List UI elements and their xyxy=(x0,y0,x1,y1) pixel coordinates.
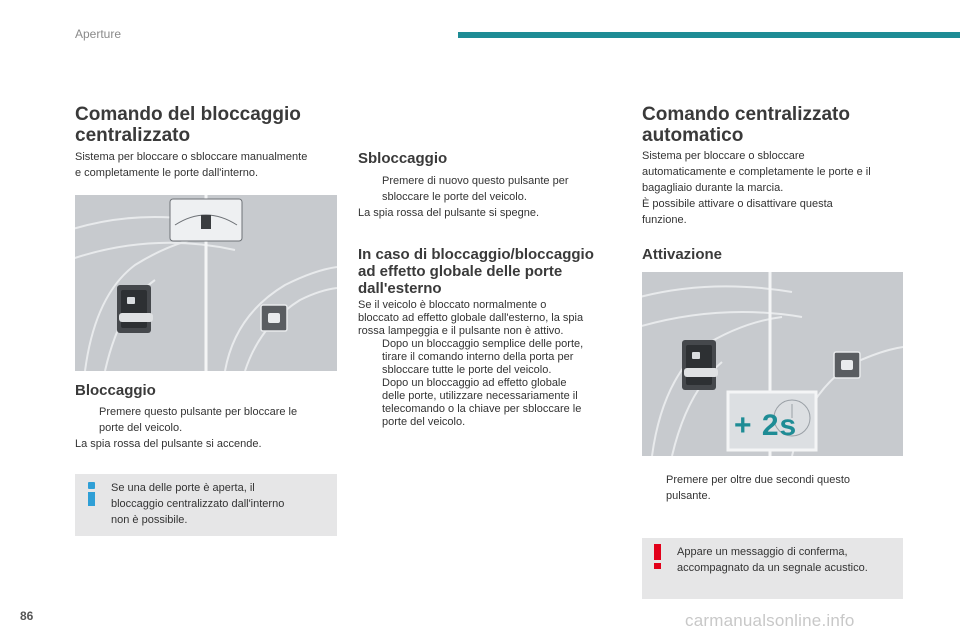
warning-note xyxy=(642,538,903,599)
lock-button-illustration xyxy=(75,195,337,371)
unlock-heading: Sbloccaggio xyxy=(358,150,448,167)
watermark: carmanualsonline.info xyxy=(685,611,855,630)
lock-heading: Bloccaggio xyxy=(75,382,156,399)
section-title: Aperture xyxy=(75,27,122,41)
warning-icon xyxy=(653,544,663,568)
lock-bullet: Premere questo pulsante per bloccare le porte del veicolo. xyxy=(99,406,298,434)
case-bullet-simple: Dopo un bloccaggio semplice delle porte, tirare il comando interno della porta per sbloccare tutte le porte del veicolo. xyxy=(382,338,584,376)
left-intro: Sistema per bloccare o sbloccare manualmente e completamente le porte dall'interno. xyxy=(75,151,308,179)
activation-heading: Attivazione xyxy=(642,246,723,263)
page-number: 86 xyxy=(20,609,34,623)
right-title: Comando centralizzato automatico xyxy=(642,104,850,146)
unlock-bullet: Premere di nuovo questo pulsante per sbloccare le porte del veicolo. xyxy=(382,175,569,203)
activation-bullet: Premere per oltre due secondi questo pulsante. xyxy=(666,474,851,502)
case-bullet-global: Dopo un bloccaggio ad effetto globale delle porte, utilizzare necessariamente il telecomando o la chiave per sbloccare le porte del veicolo. xyxy=(382,377,582,428)
info-icon xyxy=(87,482,97,506)
left-title: Comando del bloccaggio centralizzato xyxy=(75,104,301,146)
warning-note-text: Appare un messaggio di conferma, accompagnato da un segnale acustico. xyxy=(677,546,868,574)
header-accent-bar xyxy=(458,32,960,38)
unlock-result: La spia rossa del pulsante si spegne. xyxy=(358,207,540,219)
activation-button-illustration xyxy=(642,272,903,456)
info-note-text: Se una delle porte è aperta, il bloccaggio centralizzato dall'interno non è possibile. xyxy=(111,482,285,526)
case-heading: In caso di bloccaggio/bloccaggio ad effetto globale delle porte dall'esterno xyxy=(358,246,594,297)
case-text: Se il veicolo è bloccato normalmente o bloccato ad effetto globale dall'esterno, la spia rossa lampeggia e il pulsante non è attivo. xyxy=(358,299,584,337)
lock-result: La spia rossa del pulsante si accende. xyxy=(75,438,262,450)
hold-duration-badge: + 2s xyxy=(734,409,798,442)
right-intro: Sistema per bloccare o sbloccare automaticamente e completamente le porte e il bagagliaio durante la marcia. È possibile attivare o disattivare questa funzione. xyxy=(642,150,871,226)
info-note xyxy=(75,474,337,536)
